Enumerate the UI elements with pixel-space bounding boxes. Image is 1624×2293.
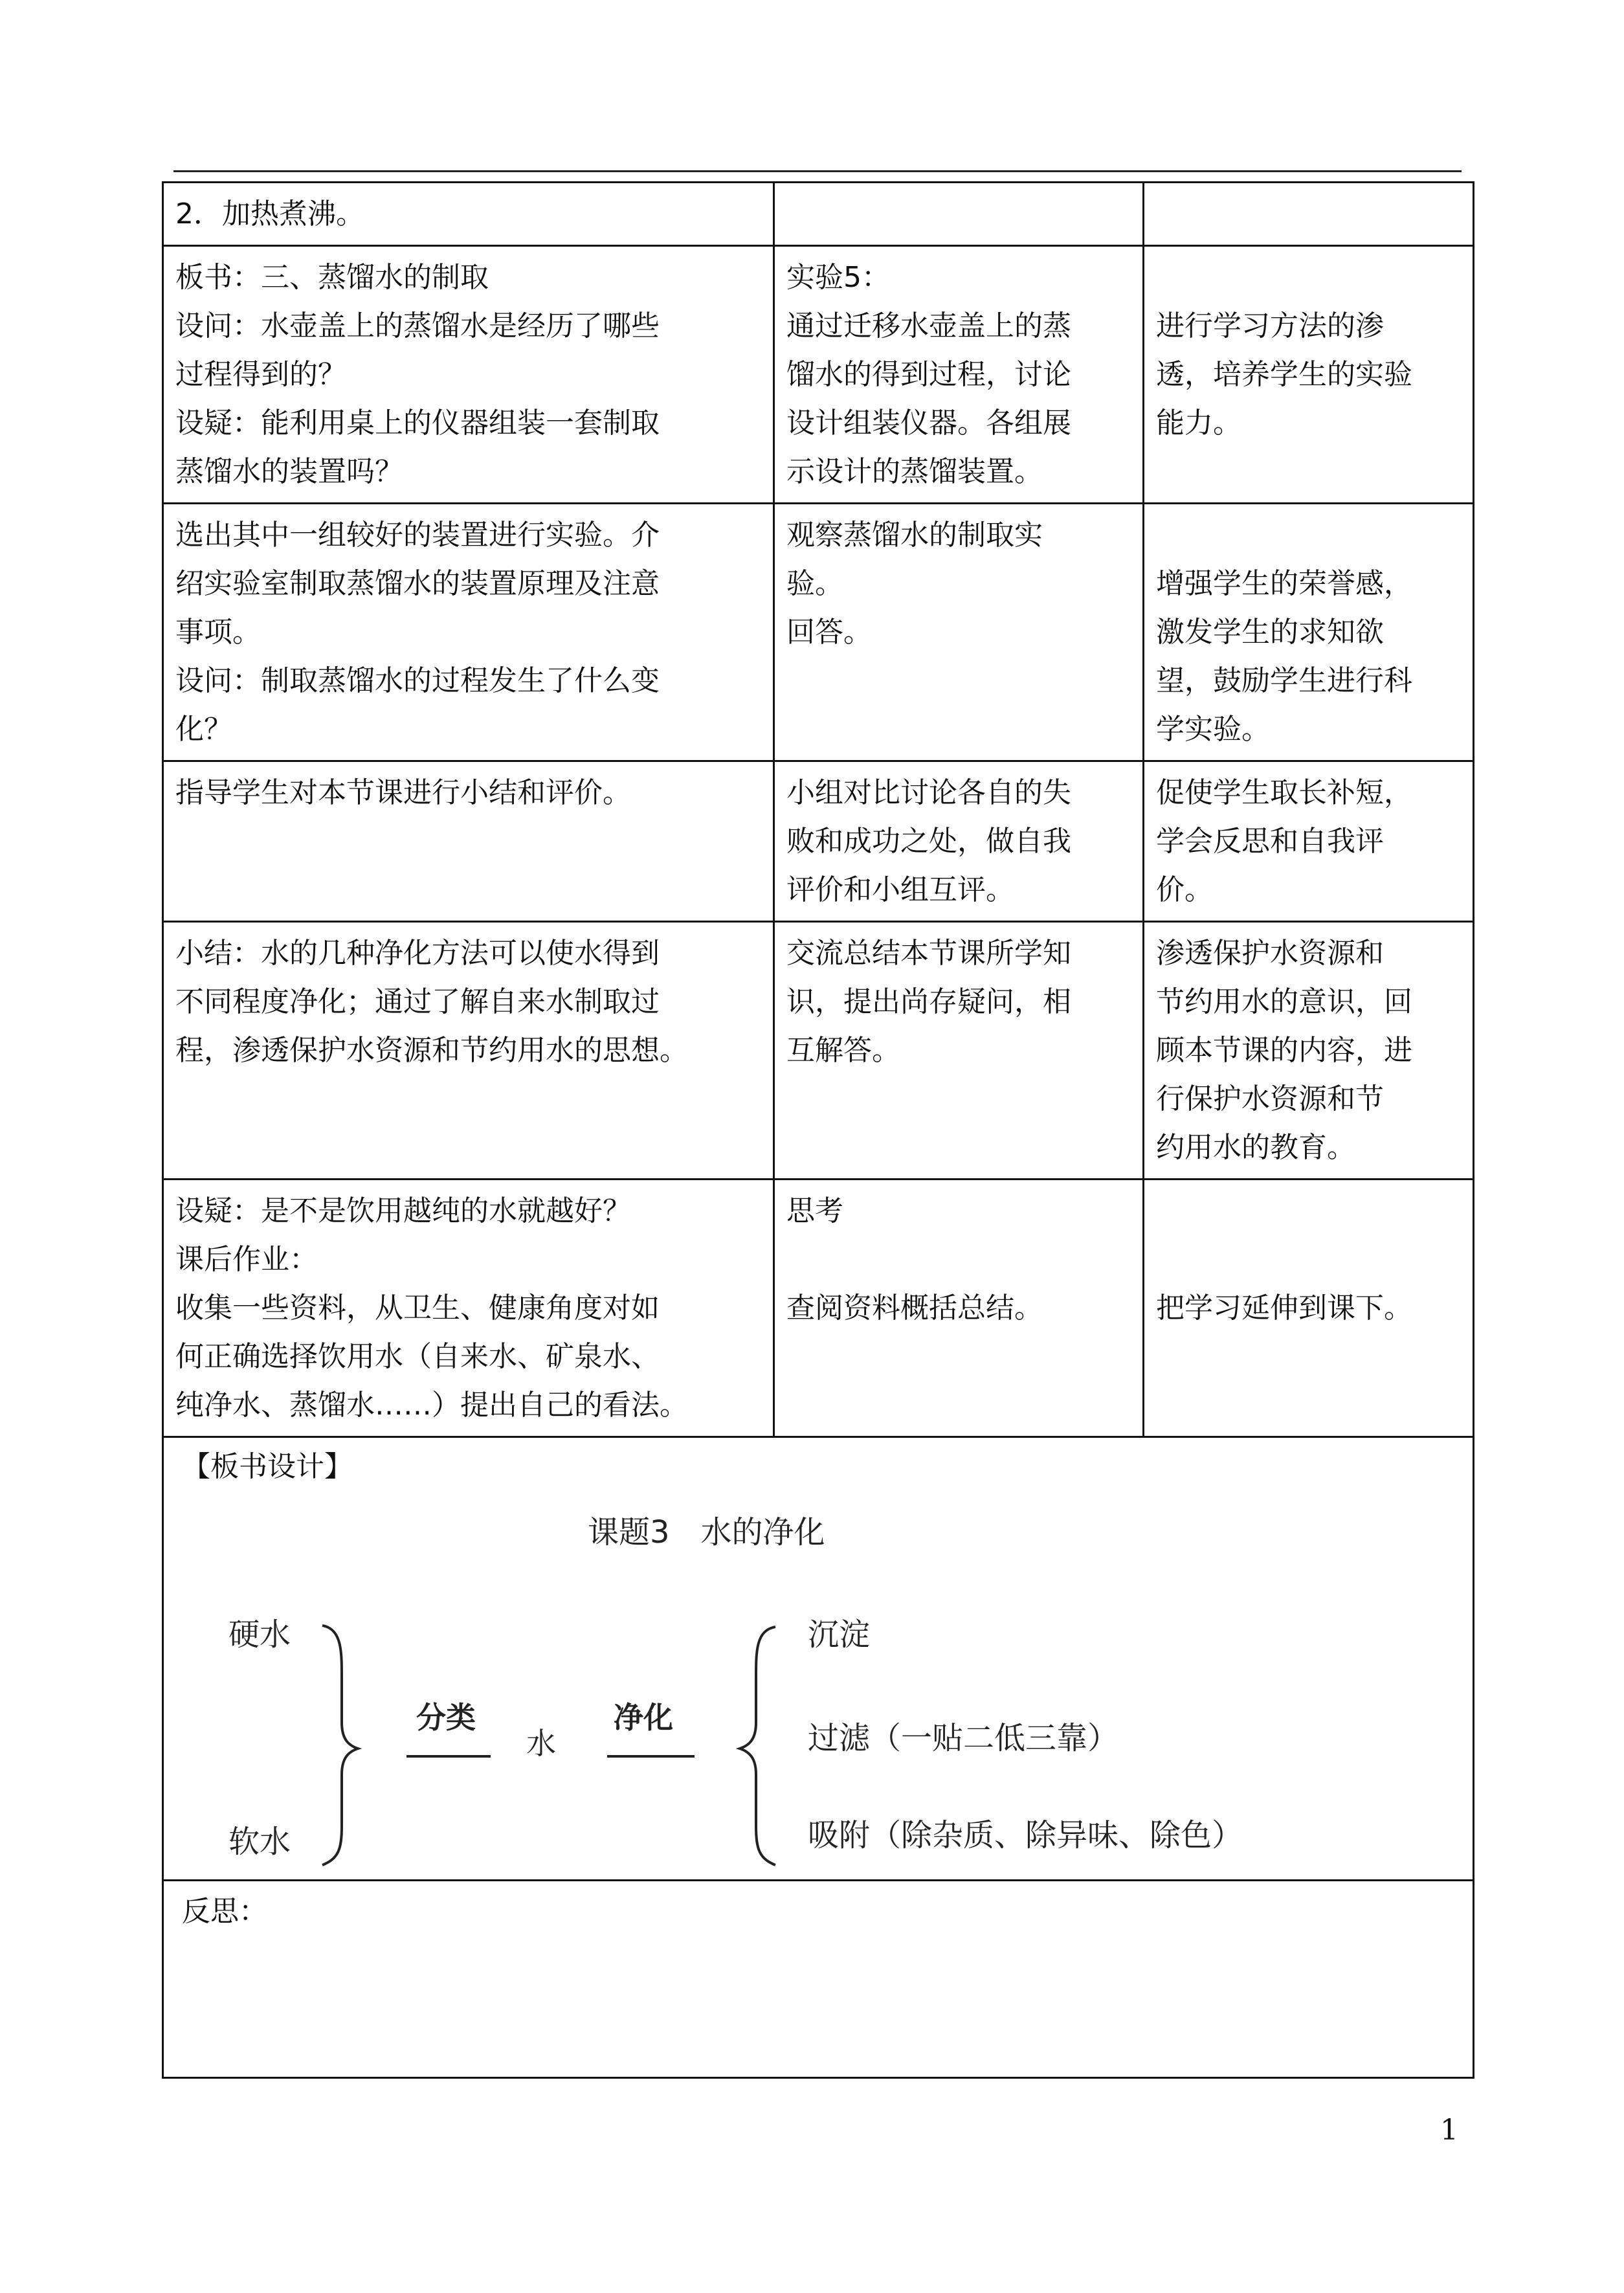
teacher-cell [163,761,774,922]
cell-line: 进行学习方法的渗 [1156,309,1384,342]
board-title: 课题3 水的净化 [588,1514,825,1550]
hard-water-label: 硬水 [228,1616,291,1653]
cell-line: 验。 [786,567,843,600]
cell-line: 思考 [786,1194,843,1227]
cell-line: 纯净水、蒸馏水……）提出自己的看法。 [175,1389,688,1422]
cell-line: 观察蒸馏水的制取实 [786,519,1043,552]
cell-line: 过程得到的？ [175,358,346,391]
cell-line: 设问：水壶盖上的蒸馏水是经历了哪些 [175,309,660,342]
right-brace [740,1627,775,1865]
cell-line: 收集一些资料，从卫生、健康角度对如 [175,1292,660,1325]
student-cell [774,761,1144,922]
soft-water-label: 软水 [228,1824,291,1860]
board-design-cell [163,1437,1474,1881]
cell-line: 指导学生对本节课进行小结和评价。 [175,776,631,809]
table-row [163,246,1474,504]
cell-line: 化？ [175,713,232,746]
water-center-label: 水 [526,1726,556,1761]
cell-line: 设计组装仪器。各组展 [786,407,1071,440]
cell-line: 增强学生的荣誉感， [1156,567,1412,600]
cell-line: 望，鼓励学生进行科 [1156,664,1412,697]
cell-line: 不同程度净化；通过了解自来水制取过 [175,985,660,1018]
table-row [163,183,1474,246]
cell-line: 通过迁移水壶盖上的蒸 [786,309,1071,342]
cell-line [1156,511,1461,559]
intent-cell [1144,504,1474,761]
cell-line: 查阅资料概括总结。 [786,1292,1043,1325]
table-row [163,504,1474,761]
reflection-row [163,1881,1474,2078]
teacher-cell [163,246,774,504]
cell-line [1156,1235,1461,1284]
intent-cell [1144,761,1474,922]
teacher-cell [163,183,774,246]
reflection-label: 反思： [182,1895,267,1928]
cell-line: 透，培养学生的实验 [1156,358,1412,391]
table-row [163,761,1474,922]
intent-cell [1144,1180,1474,1437]
cell-line: 小组对比讨论各自的失 [786,776,1071,809]
cell-line: 败和成功之处，做自我 [786,825,1071,858]
cell-line: 促使学生取长补短， [1156,776,1412,809]
cell-line: 程，渗透保护水资源和节约用水的思想。 [175,1034,688,1067]
cell-line: 回答。 [786,616,872,649]
cell-line: 事项。 [175,616,261,649]
cell-line: 2．加热煮沸。 [175,197,364,230]
left-brace [322,1626,358,1865]
student-cell [774,246,1144,504]
cell-line: 设疑：能利用桌上的仪器组装一套制取 [175,407,660,440]
cell-line: 绍实验室制取蒸馏水的装置原理及注意 [175,567,660,600]
cell-line: 评价和小组互评。 [786,873,1014,906]
cell-line: 学实验。 [1156,713,1270,746]
page-number: 1 [1440,2114,1458,2147]
cell-line: 设问：制取蒸馏水的过程发生了什么变 [175,664,660,697]
cell-line: 学会反思和自我评 [1156,825,1384,858]
cell-line: 小结：水的几种净化方法可以使水得到 [175,937,660,970]
cell-line: 板书：三、蒸馏水的制取 [175,261,489,294]
lesson-table [162,181,1474,2079]
cell-line: 何正确选择饮用水（自来水、矿泉水、 [175,1340,660,1373]
cell-line: 蒸馏水的装置吗？ [175,455,403,488]
classify-label: 分类 [416,1700,476,1735]
board-diagram [164,1438,1474,1881]
cell-line: 设疑：是不是饮用越纯的水就越好？ [175,1194,631,1227]
cell-line: 选出其中一组较好的装置进行实验。介 [175,519,660,552]
cell-line [1156,1187,1461,1235]
student-cell [774,183,1144,246]
purify-method-item: 吸附（除杂质、除异味、除色） [808,1817,1243,1853]
cell-line: 顾本节课的内容，进 [1156,1034,1412,1067]
cell-line: 互解答。 [786,1034,900,1067]
teacher-cell [163,1180,774,1437]
cell-line: 能力。 [1156,407,1241,440]
intent-cell [1144,922,1474,1180]
reflection-cell [163,1881,1474,2078]
cell-line: 示设计的蒸馏装置。 [786,455,1043,488]
cell-line: 价。 [1156,873,1213,906]
cell-line: 交流总结本节课所学知 [786,937,1071,970]
cell-line: 渗透保护水资源和 [1156,937,1384,970]
board-heading: 【板书设计】 [182,1450,353,1483]
table-row [163,1180,1474,1437]
header-rule [173,170,1462,172]
intent-cell [1144,183,1474,246]
cell-line: 约用水的教育。 [1156,1131,1355,1164]
purify-method-item: 过滤（一贴二低三靠） [808,1720,1119,1756]
student-cell [774,922,1144,1180]
cell-line: 实验5： [786,261,890,294]
cell-line: 把学习延伸到课下。 [1156,1292,1412,1325]
intent-cell [1144,246,1474,504]
cell-line: 激发学生的求知欲 [1156,616,1384,649]
cell-line: 行保护水资源和节 [1156,1082,1384,1115]
table-row [163,922,1474,1180]
cell-line: 节约用水的意识，回 [1156,985,1412,1018]
cell-line [786,1235,1131,1284]
teacher-cell [163,504,774,761]
board-design-row [163,1437,1474,1881]
cell-line: 识，提出尚存疑问，相 [786,985,1071,1018]
student-cell [774,1180,1144,1437]
cell-line: 馏水的得到过程，讨论 [786,358,1071,391]
teacher-cell [163,922,774,1180]
cell-line: 课后作业： [175,1243,318,1276]
student-cell [774,504,1144,761]
purify-method-item: 沉淀 [808,1616,871,1653]
purify-label: 净化 [614,1700,673,1735]
cell-line [1156,253,1461,302]
